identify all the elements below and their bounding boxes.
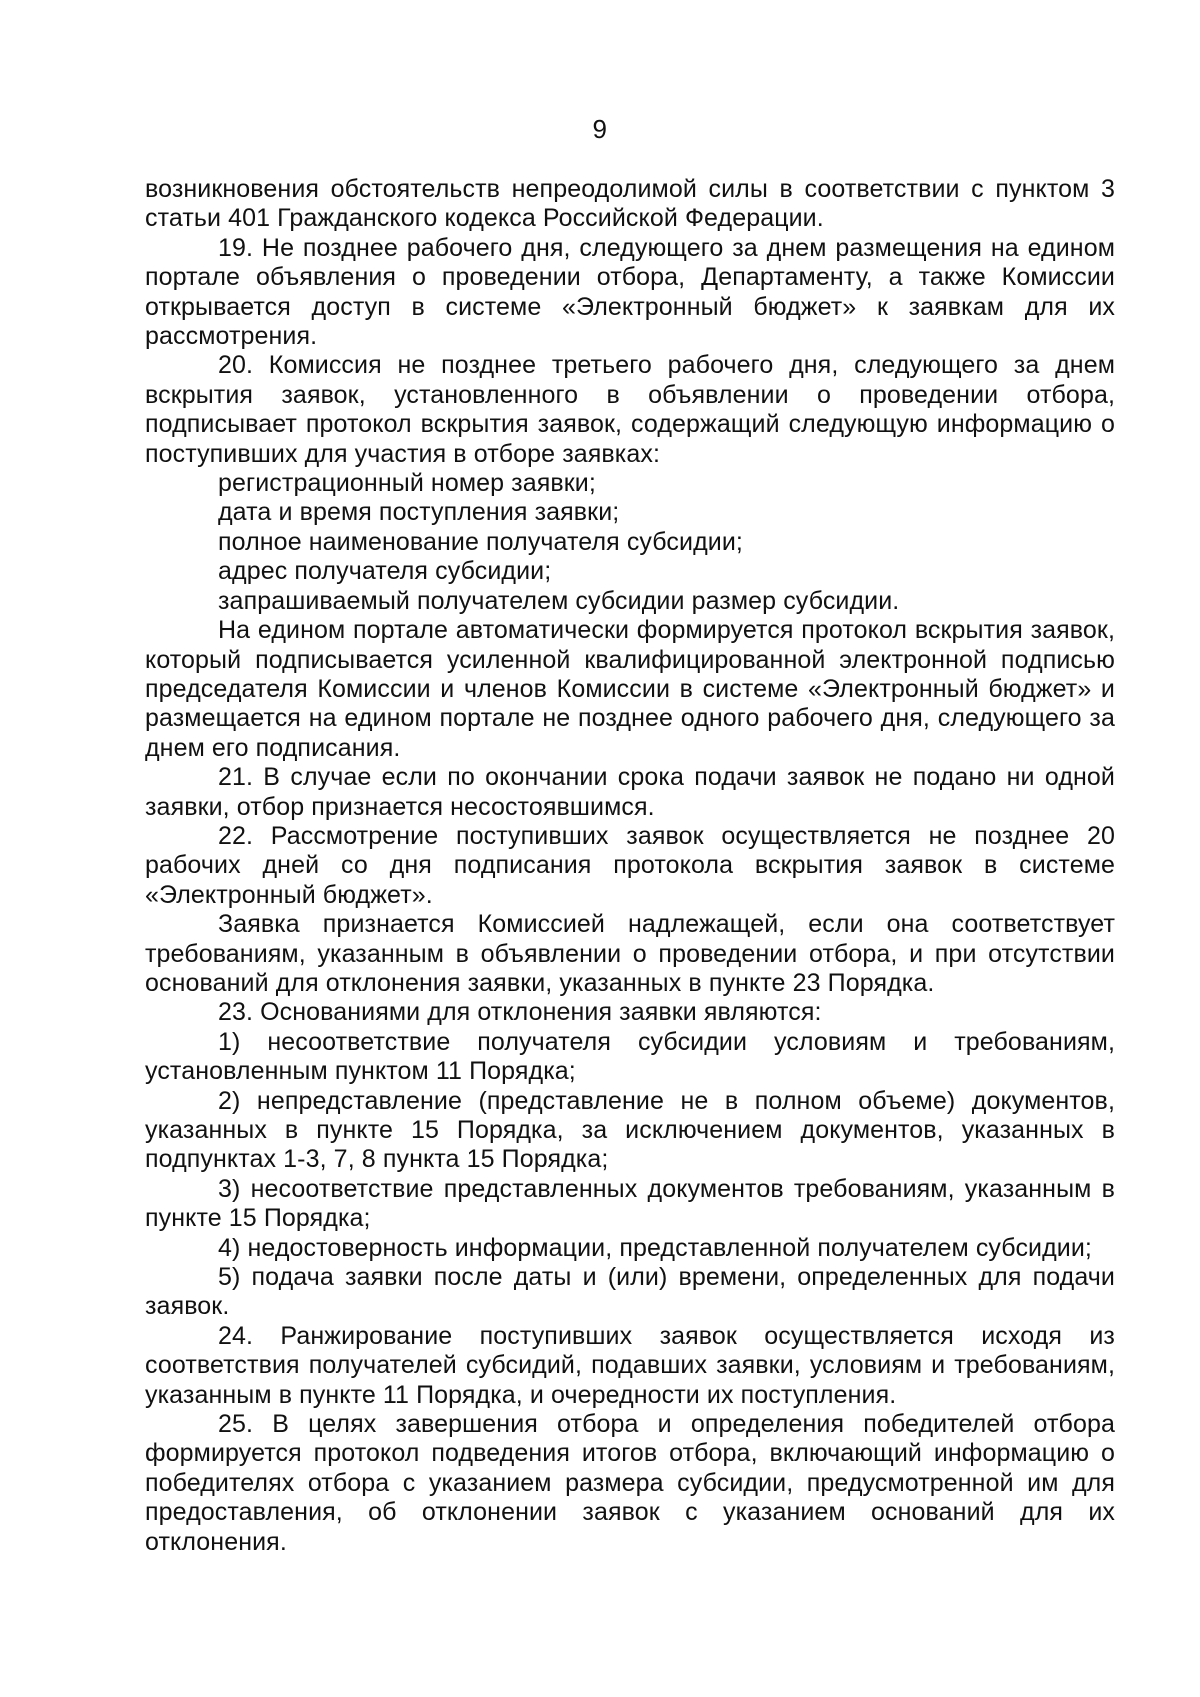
list-item-registration-number: регистрационный номер заявки; <box>218 469 596 498</box>
list-item-address: адрес получателя субсидии; <box>218 557 552 586</box>
page-number: 9 <box>592 114 608 144</box>
rejection-ground-1: 1) несоответствие получателя субсидии условиям и требованиям, установленным пунктом 11 Порядка; <box>145 1027 1115 1086</box>
paragraph-19: 19. Не позднее рабочего дня, следующего за днем размещения на едином портале объявления о проведении отбора, Департаменту, а также Комиссии открывается доступ в системе «Электронный бюджет» к заявкам для их рассмотрения. <box>145 233 1115 351</box>
rejection-ground-5: 5) подача заявки после даты и (или) времени, определенных для подачи заявок. <box>145 1263 1115 1321</box>
paragraph-21: 21. В случае если по окончании срока подачи заявок не подано ни одной заявки, отбор признается несостоявшимся. <box>145 763 1115 821</box>
paragraph-25: 25. В целях завершения отбора и определения победителей отбора формируется протокол подведения итогов отбора, включающий информацию о победителях отбора с указанием размера субсидии, предусмотренной им для предоставления, об отклонении заявок с указанием оснований для их отклонения. <box>145 1410 1115 1556</box>
rejection-ground-2: 2) непредставление (представление не в полном объеме) документов, указанных в пункте 15 Порядка, за исключением документов, указанных в подпунктах 1-3, 7, 8 пункта 15 Порядка; <box>145 1086 1115 1174</box>
list-item-date-time: дата и время поступления заявки; <box>218 498 620 527</box>
list-item-requested-amount: запрашиваемый получателем субсидии размер субсидии. <box>218 586 900 615</box>
document-body <box>145 175 1115 1557</box>
paragraph-protocol-signing: На едином портале автоматически формируется протокол вскрытия заявок, который подписывается усиленной квалифицированной электронной подписью председателя Комиссии и членов Комиссии в системе «Электронный бюджет» и размещается на едином портале не позднее одного рабочего дня, следующего за днем его подписания. <box>145 616 1115 762</box>
paragraph-application-proper: Заявка признается Комиссией надлежащей, если она соответствует требованиям, указанным в объявлении о проведении отбора, и при отсутствии оснований для отклонения заявки, указанных в пункте 23 Порядка. <box>145 910 1115 997</box>
list-item-full-name: полное наименование получателя субсидии; <box>218 527 743 556</box>
paragraph-23: 23. Основаниями для отклонения заявки являются: <box>218 998 822 1027</box>
paragraph-20: 20. Комиссия не позднее третьего рабочего дня, следующего за днем вскрытия заявок, установленного в объявлении о проведении отбора, подписывает протокол вскрытия заявок, содержащий следующую информацию о поступивших для участия в отборе заявках: <box>145 351 1115 468</box>
rejection-ground-4: 4) недостоверность информации, представленной получателем субсидии; <box>218 1233 1092 1262</box>
paragraph-24: 24. Ранжирование поступивших заявок осуществляется исходя из соответствия получателей субсидий, подавших заявки, условиям и требованиям, указанным в пункте 11 Порядка, и очередности их поступления. <box>145 1321 1115 1409</box>
paragraph-continuation: возникновения обстоятельств непреодолимой силы в соответствии с пунктом 3 статьи 401 Гражданского кодекса Российской Федерации. <box>145 175 1115 233</box>
rejection-ground-3: 3) несоответствие представленных документов требованиям, указанным в пункте 15 Порядка; <box>145 1174 1115 1233</box>
paragraph-22: 22. Рассмотрение поступивших заявок осуществляется не позднее 20 рабочих дней со дня подписания протокола вскрытия заявок в системе «Электронный бюджет». <box>145 821 1115 909</box>
